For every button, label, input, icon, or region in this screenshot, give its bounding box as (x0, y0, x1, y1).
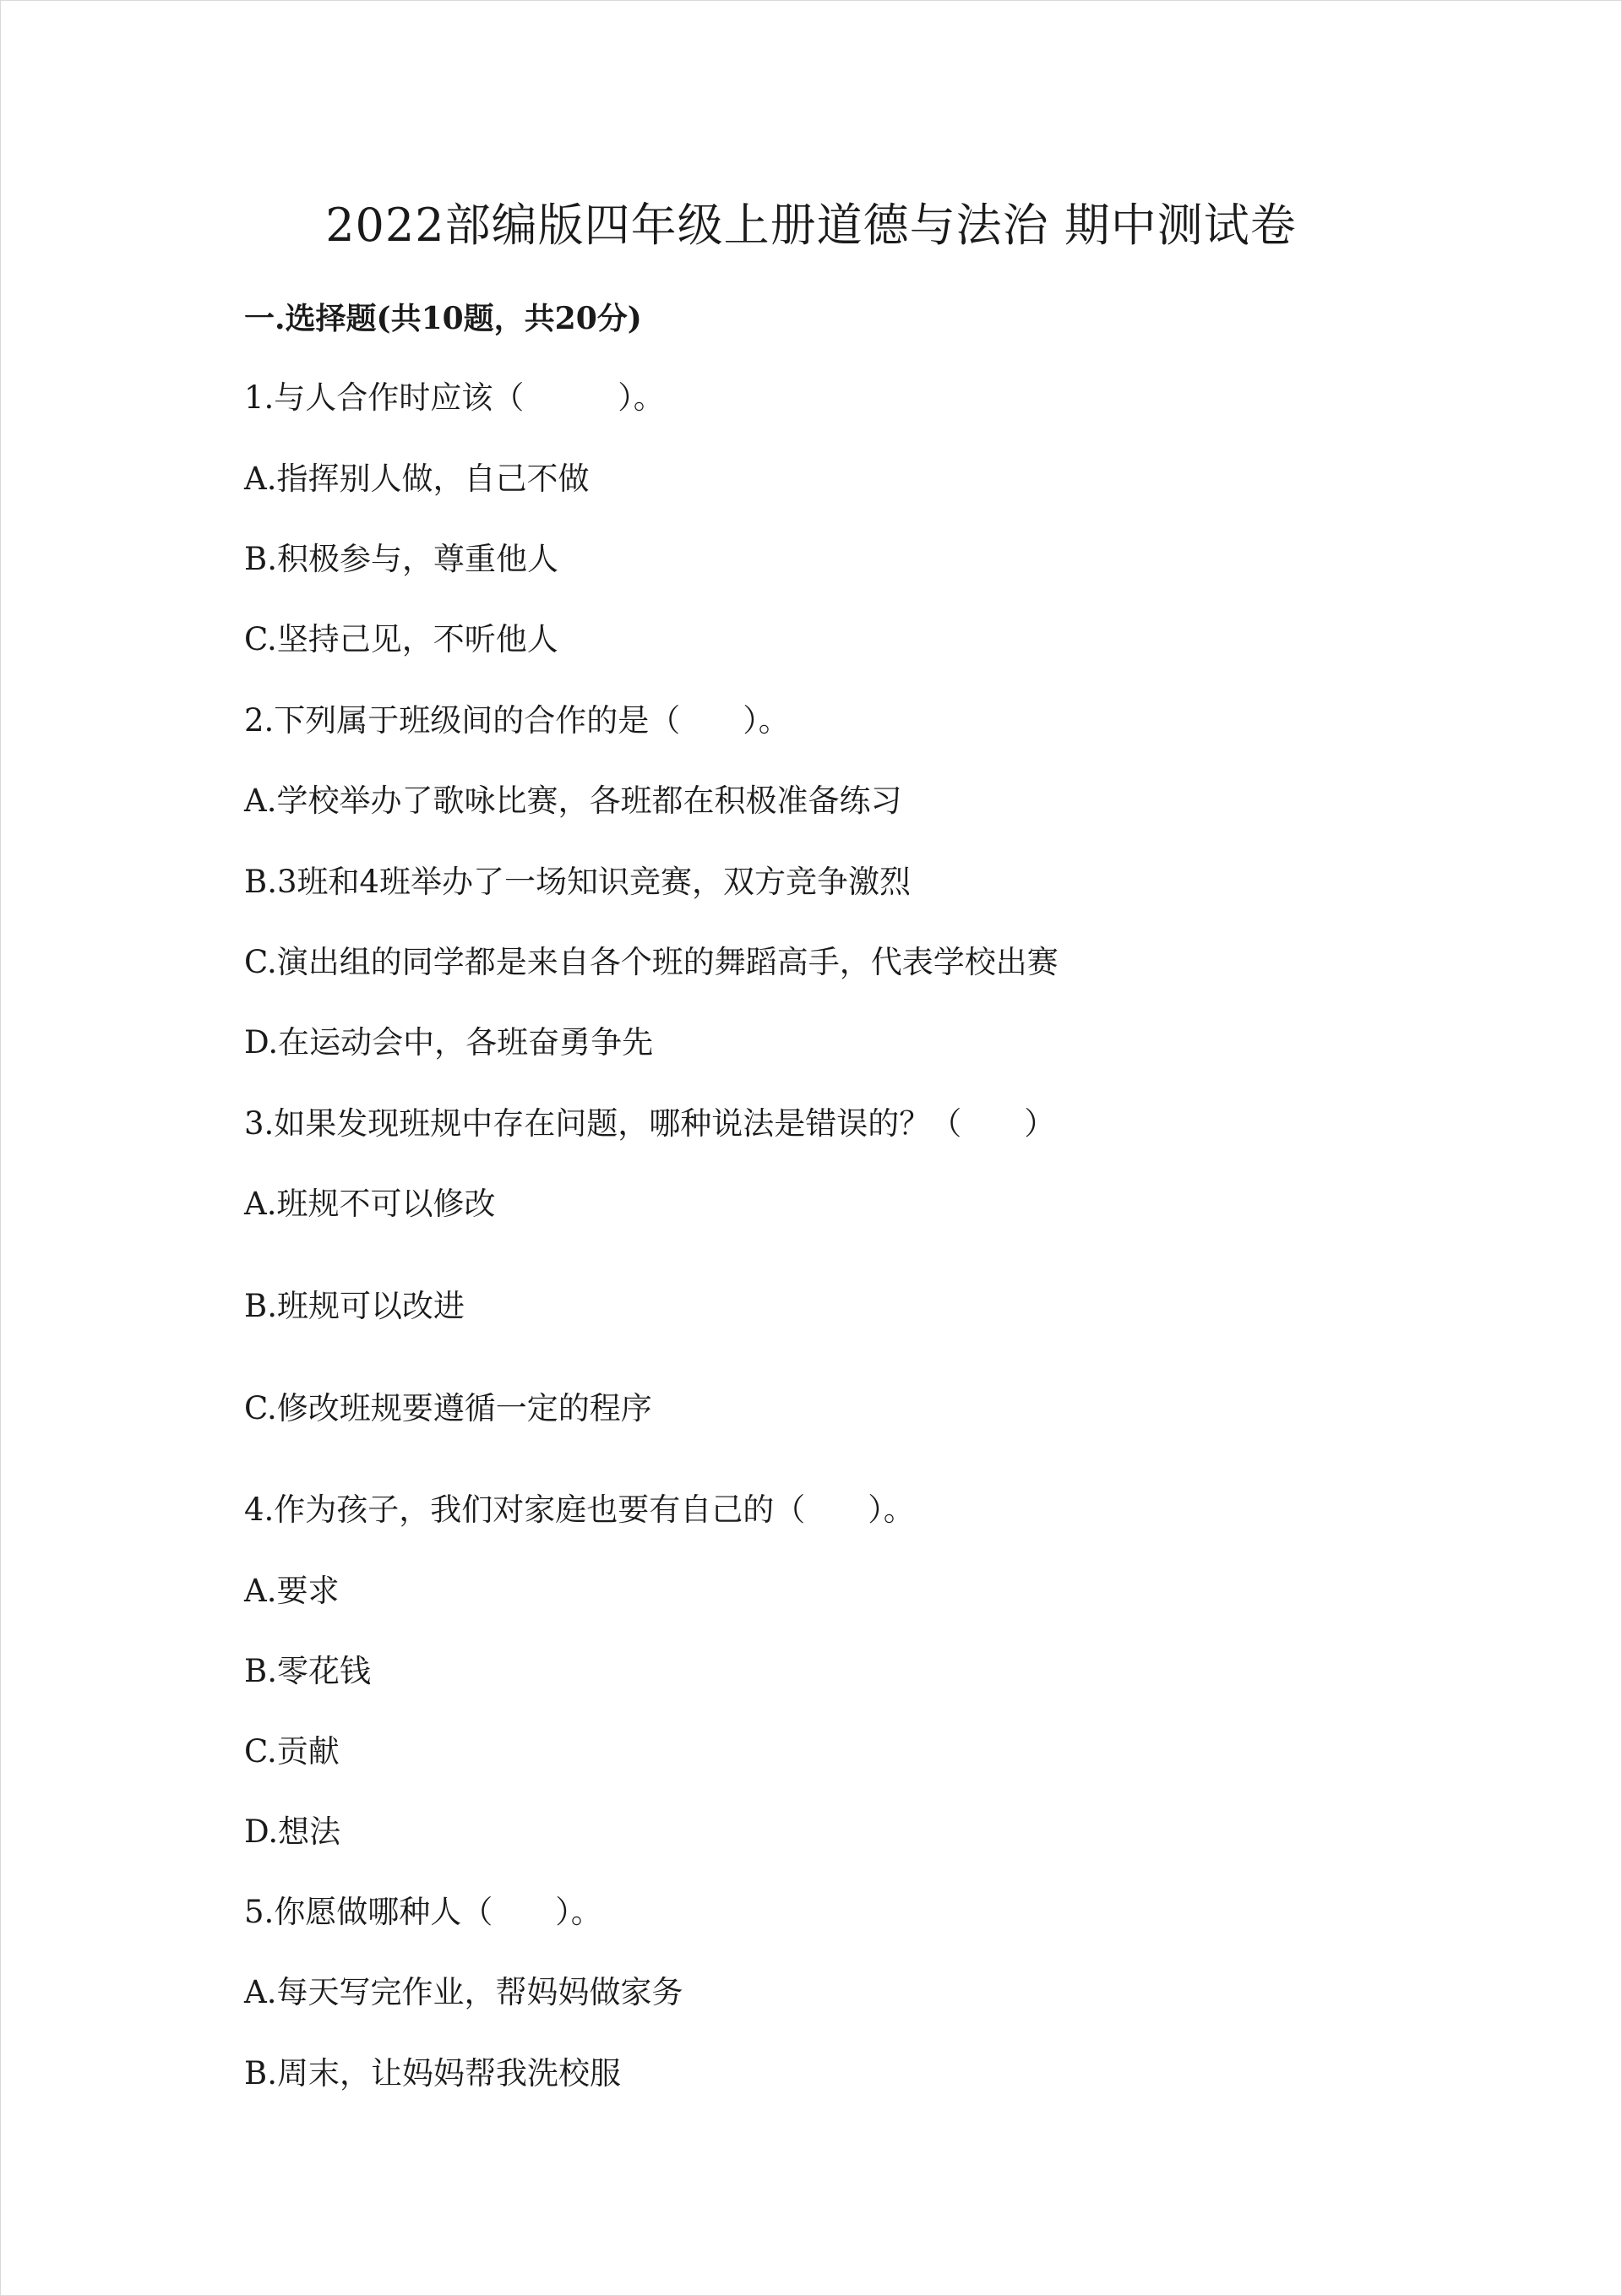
question-4-stem: 4.作为孩子，我们对家庭也要有自己的（ ）。 (244, 1492, 915, 1528)
question-3-option-a: A.班规不可以修改 (244, 1186, 496, 1222)
question-2-option-a: A.学校举办了歌咏比赛，各班都在积极准备练习 (244, 783, 902, 819)
question-1-option-a: A.指挥别人做，自己不做 (244, 461, 590, 497)
question-3-option-c: C.修改班规要遵循一定的程序 (244, 1390, 652, 1426)
question-3-stem: 3.如果发现班规中存在问题，哪种说法是错误的？（ ） (244, 1105, 1056, 1142)
question-4-option-a: A.要求 (244, 1573, 340, 1609)
section-heading: 一.选择题(共10题，共20分) (244, 301, 642, 336)
question-5-option-b: B.周末，让妈妈帮我洗校服 (244, 2055, 621, 2091)
question-5-option-a: A.每天写完作业，帮妈妈做家务 (244, 1974, 683, 2010)
question-2-option-c: C.演出组的同学都是来自各个班的舞蹈高手，代表学校出赛 (244, 944, 1059, 980)
question-4-option-c: C.贡献 (244, 1733, 340, 1770)
question-3-option-b: B.班规可以改进 (244, 1288, 465, 1324)
question-1-stem: 1.与人合作时应该（ ）。 (244, 379, 665, 416)
question-4-option-d: D.想法 (244, 1813, 341, 1850)
page-title: 2022部编版四年级上册道德与法治 期中测试卷 (325, 199, 1297, 252)
question-1-option-b: B.积极参与，尊重他人 (244, 541, 558, 577)
question-2-option-b: B.3班和4班举办了一场知识竞赛，双方竞争激烈 (244, 864, 912, 900)
question-5-stem: 5.你愿做哪种人（ ）。 (244, 1894, 602, 1930)
question-1-option-c: C.坚持己见，不听他人 (244, 621, 558, 657)
question-4-option-b: B.零花钱 (244, 1653, 371, 1689)
question-2-stem: 2.下列属于班级间的合作的是（ ）。 (244, 702, 790, 739)
question-2-option-d: D.在运动会中，各班奋勇争先 (244, 1024, 654, 1061)
